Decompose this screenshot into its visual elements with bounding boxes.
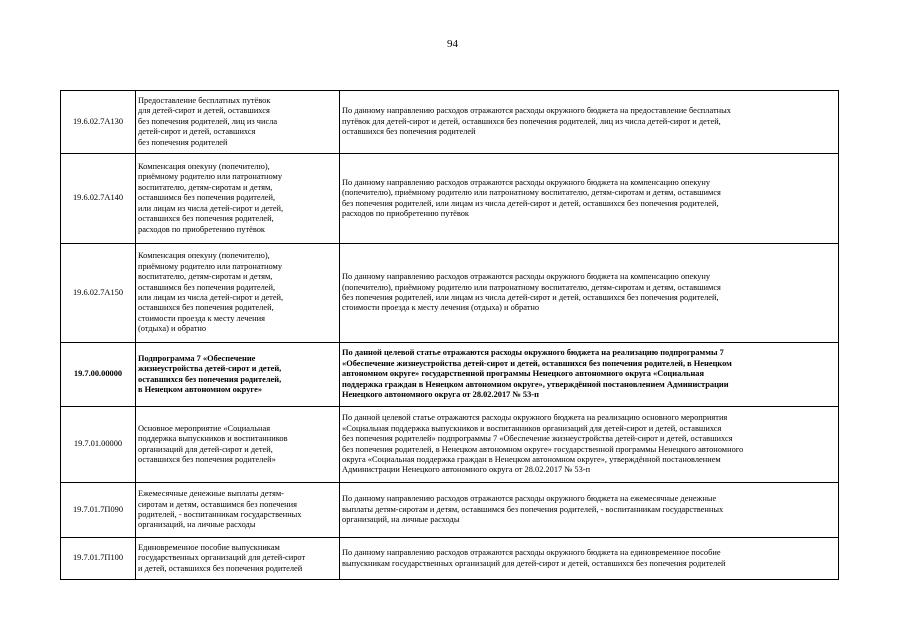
article-name: Компенсация опекуну (попечителю), приёмному родителю или патронатному воспитателю, детям-сиротам и детям, оставшимся без попечения родителей, или лицам из числа детей-сирот и детей, оставшихся без попечения родителей, расходов по приобретению путёвок bbox=[136, 154, 340, 244]
article-description: По данному направлению расходов отражаются расходы окружного бюджета на единовременное пособие выпускникам государственных организаций для детей-сирот и детей, оставшихся без попечения родителей bbox=[340, 538, 839, 580]
target-article-code: 19.6.02.7А140 bbox=[61, 154, 136, 244]
article-description: По данному направлению расходов отражаются расходы окружного бюджета на ежемесячные денежные выплаты детям-сиротам и детям, оставшимся без попечения родителей, - воспитанникам государственных организаций, на личные расходы bbox=[340, 483, 839, 538]
table-row bbox=[61, 244, 839, 343]
target-article-code: 19.6.02.7А130 bbox=[61, 91, 136, 154]
article-name: Единовременное пособие выпускникам государственных организаций для детей-сирот и детей, оставшихся без попечения родителей bbox=[136, 538, 340, 580]
article-description: По данному направлению расходов отражаются расходы окружного бюджета на компенсацию опекуну (попечителю), приёмному родителю или патронатному воспитателю, детям-сиротам и детям, оставшимся без попечения родителей, или лицам из числа детей-сирот и детей, оставшихся без попечения родителей, стоимости проезда к месту лечения (отдыха) и обратно bbox=[340, 244, 839, 343]
table-row bbox=[61, 538, 839, 580]
article-name: Компенсация опекуну (попечителю), приёмному родителю или патронатному воспитателю, детям-сиротам и детям, оставшимся без попечения родителей, или лицам из числа детей-сирот и детей, оставшихся без попечения родителей, стоимости проезда к месту лечения (отдыха) и обратно bbox=[136, 244, 340, 343]
target-article-code: 19.6.02.7А150 bbox=[61, 244, 136, 343]
page-number: 94 bbox=[447, 38, 458, 50]
article-description: По данной целевой статье отражаются расходы окружного бюджета на реализацию подпрограммы 7 «Обеспечение жизнеустройства детей-сирот и детей, оставшихся без попечения родителей, в Ненецком автономном округе» государственной программы Ненецкого автономного округа «Социальная поддержка граждан в Ненецком автономном округе», утверждённой постановлением Администрации Ненецкого автономного округа от 28.02.2017 № 53-п bbox=[340, 343, 839, 407]
article-description: По данному направлению расходов отражаются расходы окружного бюджета на предоставление бесплатных путёвок для детей-сирот и детей, оставшихся без попечения родителей, лиц из числа детей-сирот и детей, оставшихся без попечения родителей bbox=[340, 91, 839, 154]
table-row bbox=[61, 91, 839, 154]
article-name: Ежемесячные денежные выплаты детям- сиротам и детям, оставшимся без попечения родителей, - воспитанникам государственных организаций, на личные расходы bbox=[136, 483, 340, 538]
article-name: Подпрограмма 7 «Обеспечение жизнеустройства детей-сирот и детей, оставшихся без попечения родителей, в Ненецком автономном округе» bbox=[136, 343, 340, 407]
article-description: По данной целевой статье отражаются расходы окружного бюджета на реализацию основного мероприятия «Социальная поддержка выпускников и воспитанников организаций для детей-сирот и детей, оставшихся без попечения родителей» подпрограммы 7 «Обеспечение жизнеустройства детей-сирот и детей, оставшихся без попечения родителей, в Ненецком автономном округе» государственной программы Ненецкого автономного округа «Социальная поддержка граждан в Ненецком автономном округе», утверждённой постановлением Администрации Ненецкого автономного округа от 28.02.2017 № 53-п bbox=[340, 407, 839, 483]
table-row bbox=[61, 154, 839, 244]
table-row-subprogram bbox=[61, 343, 839, 407]
article-description: По данному направлению расходов отражаются расходы окружного бюджета на компенсацию опекуну (попечителю), приёмному родителю или патронатному воспитателю, детям-сиротам и детям, оставшимся без попечения родителей, или лицам из числа детей-сирот и детей, оставшихся без попечения родителей, расходов по приобретению путёвок bbox=[340, 154, 839, 244]
target-article-code: 19.7.01.7П090 bbox=[61, 483, 136, 538]
table-row bbox=[61, 483, 839, 538]
target-article-code: 19.7.01.00000 bbox=[61, 407, 136, 483]
article-name: Основное мероприятие «Социальная поддержка выпускников и воспитанников организаций для детей-сирот и детей, оставшихся без попечения родителей» bbox=[136, 407, 340, 483]
target-article-code: 19.7.01.7П100 bbox=[61, 538, 136, 580]
budget-classification-table bbox=[60, 90, 839, 580]
table-row bbox=[61, 407, 839, 483]
article-name: Предоставление бесплатных путёвок для детей-сирот и детей, оставшихся без попечения родителей, лиц из числа детей-сирот и детей, оставшихся без попечения родителей bbox=[136, 91, 340, 154]
target-article-code: 19.7.00.00000 bbox=[61, 343, 136, 407]
